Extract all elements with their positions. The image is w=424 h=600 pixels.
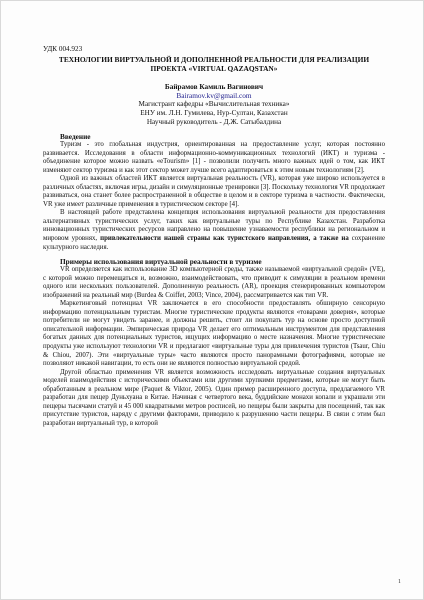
page-content bbox=[43, 45, 385, 429]
intro-p3-bold: привлекательности нашей страны как туристского направления, а также на bbox=[100, 235, 349, 243]
page-number: 1 bbox=[398, 579, 401, 585]
author-email[interactable]: Bairamov.kv@gmail.com bbox=[176, 91, 252, 100]
examples-paragraph-2: Маркетинговый потенциал VR заключается в его способности предоставлять обширную сенсорную информацию потенциальным туристам. Многие туристические продукты являются «товарами доверия», которые потребители не могут увидеть заранее, и должны решить, стоит ли покупать тур на основе просто доступной описательной информации. Эмпирическая природа VR делает его оптимальным инструментом для представления богатых данных для потенциальных туристов, ищущих информацию о месте назначения. Многие туристические продукты уже используют технологии VR и предлагают «виртуальные туры для привлечения туристов (Tsaur, Chiu & Chiou, 2007). Эти «виртуальные туры» часто являются просто панорамными фотографиями, которые не позволяют никакой навигации, то есть они не являются полностью виртуальной средой. bbox=[43, 300, 385, 368]
author-name: Байрамов Камиль Вагинович bbox=[164, 82, 264, 91]
intro-paragraph-1: Туризм - это глобальная индустрия, ориентированная на предоставление услуг, которая постоянно развивается. Исследования в области информационно-коммуникационных технологий (ИКТ) и туризма - объединение которое можно назвать «eTourism» [1] - позволили получить много важных идей о том, как ИКТ изменяют сектор туризма и как этот сектор может лучше всего адаптироваться к этим новым технологиям [2]. bbox=[43, 141, 385, 174]
supervisor: Научный руководитель - Д.Ж. Сатыбалдина bbox=[146, 118, 282, 126]
intro-p3-part-a: В настоящей работе представлена концепция использования виртуальной реальности для предоставления альтернативных туристических услуг, таких как виртуальные туры по Республике Казахстан. Разработка инновационных туристических ресурсов направлено на повышение узнаваемости республики на региональном и мировом уровнях, bbox=[43, 209, 385, 243]
intro-paragraph-2: Одной из важных областей ИКТ является виртуальная реальность (VR), которая уже широко используется в различных областях, включая игры, дизайн и симуляционные тренировки [3]. Поскольку технология VR продолжает развиваться, она станет более распространенной в обществе в целом и в секторе туризма в частности. Фактически, VR уже имеет различные применения в туристическом секторе [4]. bbox=[43, 175, 385, 208]
intro-paragraph-3 bbox=[43, 209, 385, 252]
examples-paragraph-3: Другой областью применения VR является возможность исследовать виртуальные создания виртуальных моделей взаимодействия с историческими объектами или другими хрупкими предметами, которые не могут быть обработанным в реальном мире (Paquet & Viktor, 2005). Один пример расширенного доступа, предлагаемого VR разработан для пещер Дуньхуана в Китае. Начиная с четвертого века, буддийские монахи копали и украшали эти пещеры тысячами статуй и 45 000 квадратными метров росписей, но пещеры были закрыты для посещений, так как присутствие туристов, наряду с другими факторами, приводило к разрушению части пещеры. В связи с этим был разработан виртуальный тур, в которой bbox=[43, 368, 385, 427]
author-affiliation-2: ЕНУ им. Л.Н. Гумилева, Нур-Султан, Казахстан bbox=[140, 109, 288, 117]
udk-code: УДК 004.923 bbox=[43, 45, 83, 53]
intro-heading: Введение bbox=[60, 132, 91, 141]
paper-title: ТЕХНОЛОГИИ ВИРТУАЛЬНОЙ И ДОПОЛНЕННОЙ РЕАЛЬНОСТИ ДЛЯ РЕАЛИЗАЦИИ ПРОЕКТА «VIRTUAL QAZAQSTAN» bbox=[58, 55, 370, 73]
author-affiliation-1: Магистрант кафедры «Вычислительная техника» bbox=[138, 100, 290, 108]
intro-p3-part-c: сохранение культурного наследия. bbox=[43, 235, 385, 251]
examples-heading: Примеры использования виртуальной реальности в туризме bbox=[60, 257, 262, 267]
examples-paragraph-1: VR определяется как использование 3D компьютерной среды, также называемой «виртуальной средой» (VE), с которой можно перемещаться и, возможно, взаимодействовать, что приводит к симуляции в реальном времени одного или нескольких пользователей. Дополненную реальность (AR), проекция стенерированных компьютером изображений на реальный мир (Burdea & Coiffet, 2003; Vince, 2004), рассматривается как тип VR. bbox=[43, 266, 385, 299]
